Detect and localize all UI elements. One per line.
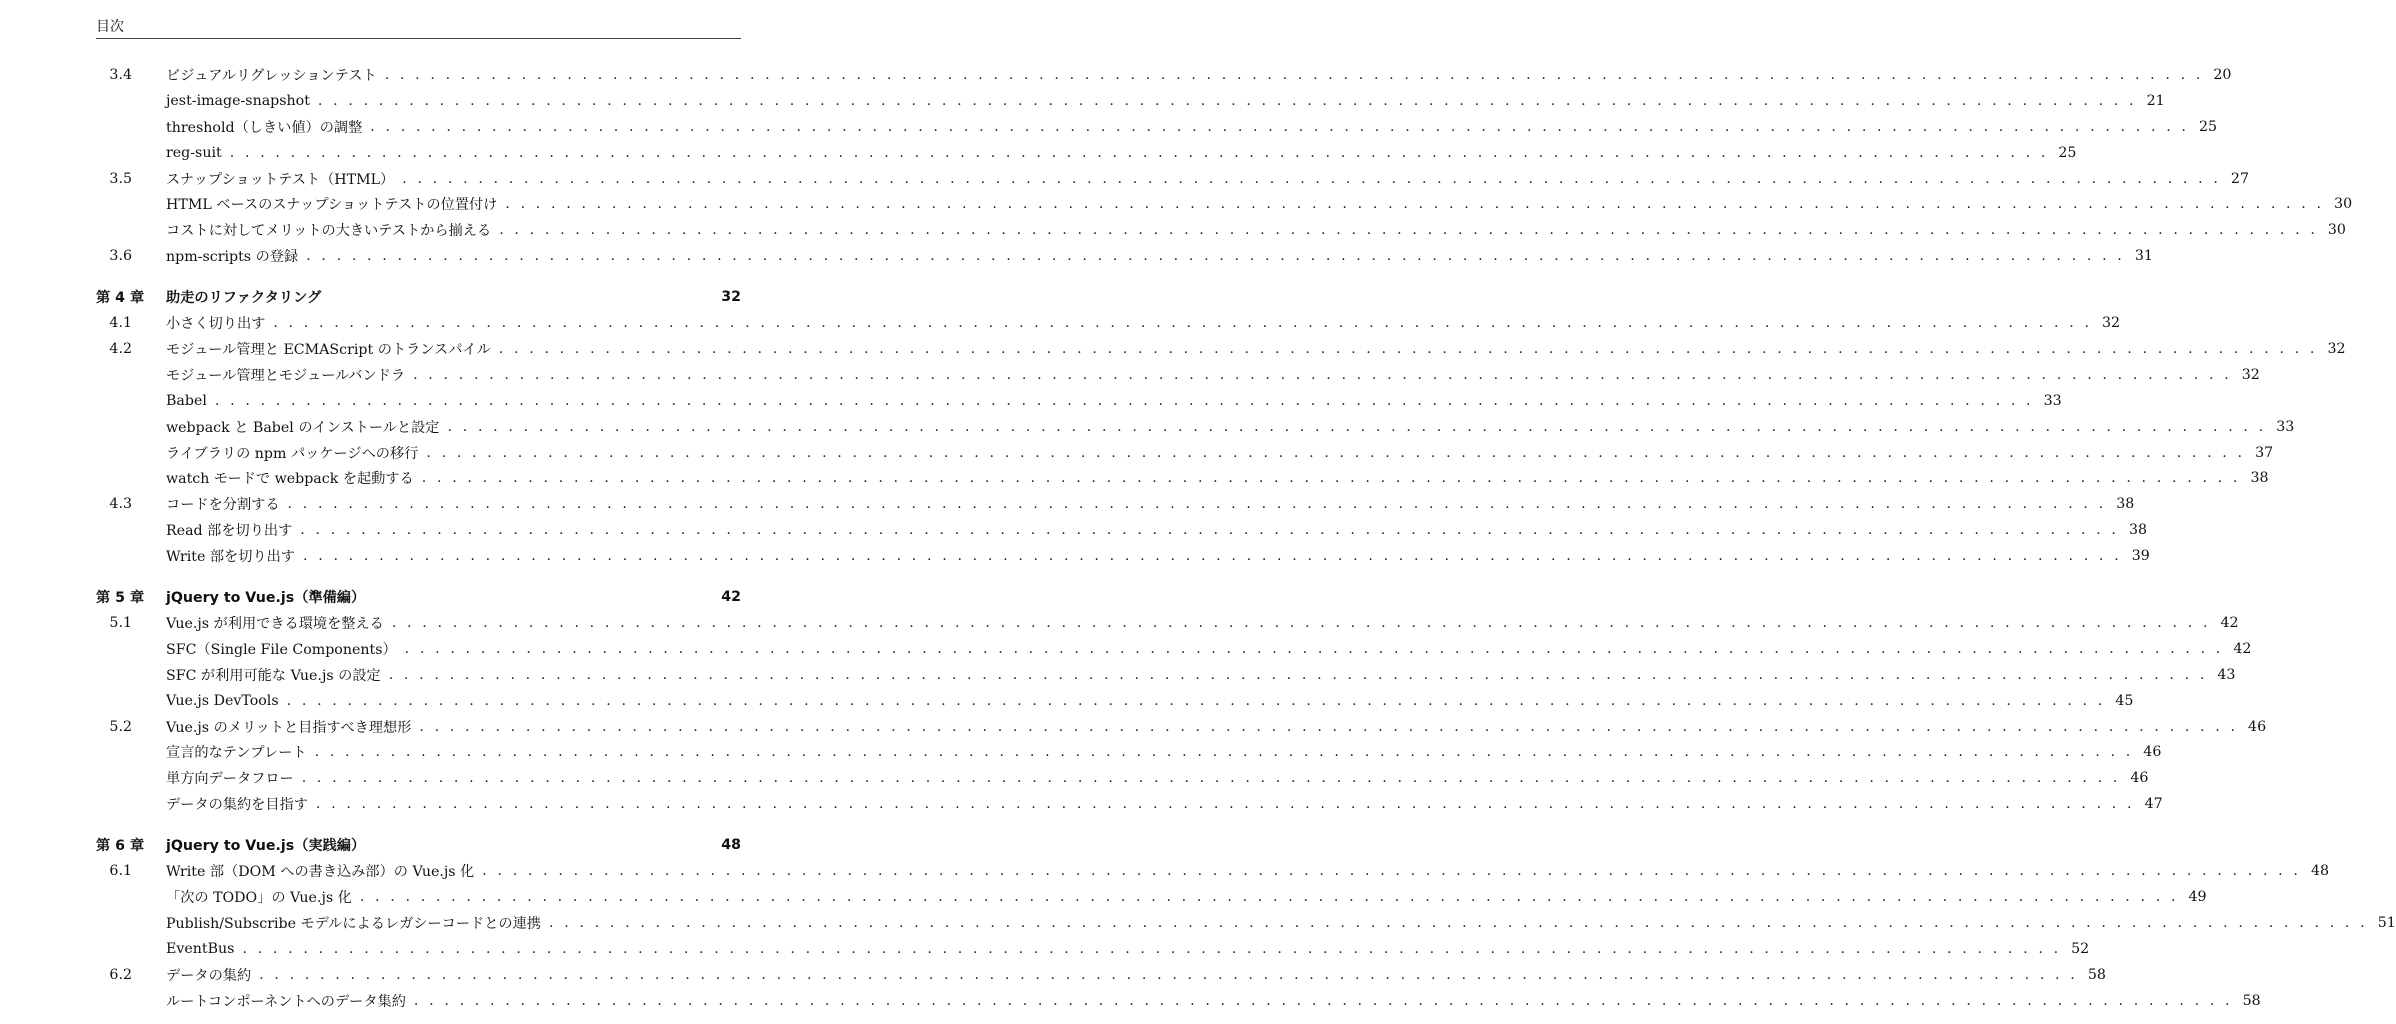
toc-page-number: 38 <box>2116 496 2135 513</box>
toc-page-number: 32 <box>2327 340 2346 357</box>
toc-dot-leader: . . . . . . . . . . . . . . . . . . . . . . . . . . . . . . . . . . . . . . . . . . . . . . . . . . . . . . . . . . . . . . . . . . . . . . . . . . . . . . . . . . . . . . . . . . . . . . . . . . . . . . . . . . . . . . . . . . . . . . . . <box>499 222 2318 239</box>
toc-page-number: 42 <box>721 589 741 606</box>
toc-entry-title: threshold（しきい値）の調整 <box>166 119 363 136</box>
toc-entry-title: reg-suit <box>166 144 222 161</box>
toc-dot-leader: . . . . . . . . . . . . . . . . . . . . . . . . . . . . . . . . . . . . . . . . . . . . . . . . . . . . . . . . . . . . . . . . . . . . . . . . . . . . . . . . . . . . . . . . . . . . . . . . . . . . . . . . . . . . . . . . . . . . . . . . <box>229 144 2049 161</box>
toc-page-number: 32 <box>2241 366 2260 383</box>
toc-page-number: 42 <box>2220 614 2239 631</box>
toc-entry-title: Write 部を切り出す <box>166 549 295 566</box>
toc-entry-title: コードを分割する <box>166 497 280 514</box>
toc-subsection-row <box>96 140 2077 166</box>
toc-entry-title: 単方向データフロー <box>166 771 294 788</box>
toc-subsection-row <box>96 936 2090 962</box>
toc-dot-leader: . . . . . . . . . . . . . . . . . . . . . . . . . . . . . . . . . . . . . . . . . . . . . . . . . . . . . . . . . . . . . . . . . . . . . . . . . . . . . . . . . . . . . . . . . . . . . . . . . . . . . . . . . . . . . . . . . . . . . . . . <box>287 496 2107 513</box>
toc-entry-title: 「次の TODO」の Vue.js 化 <box>166 889 352 906</box>
toc-subsection-row <box>96 543 2150 569</box>
toc-page-number: 58 <box>2087 966 2106 983</box>
toc-entry-title: jQuery to Vue.js（実践編） <box>166 838 366 855</box>
toc-dot-leader: . . . . . . . . . . . . . . . . . . . . . . . . . . . . . . . . . . . . . . . . . . . . . . . . . . . . . . . . . . . . . . . . . . . . . . . . . . . . . . . . . . . . . . . . . . . . . . . . . . . . . . . . . . . . . . . . . . . . . . . . <box>549 914 2368 931</box>
toc-subsection-row <box>96 465 2269 491</box>
toc-section-row <box>96 714 2267 740</box>
toc-subsection-row <box>96 910 2396 936</box>
toc-page-number: 46 <box>2130 770 2149 787</box>
toc-page-number: 32 <box>2102 315 2121 332</box>
toc-dot-leader: . . . . . . . . . . . . . . . . . . . . . . . . . . . . . . . . . . . . . . . . . . . . . . . . . . . . . . . . . . . . . . . . . . . . . . . . . . . . . . . . . . . . . . . . . . . . . . . . . . . . . . . . . . . . . . . . . . . . . . . . <box>388 666 2208 683</box>
toc-subsection-row <box>96 688 2134 714</box>
toc-dot-leader: . . . . . . . . . . . . . . . . . . . . . . . . . . . . . . . . . . . . . . . . . . . . . . . . . . . . . . . . . . . . . . . . . . . . . . . . . . . . . . . . . . . . . . . . . . . . . . . . . . . . . . . . . . . . . . . . . . . . . . . . <box>359 888 2179 905</box>
toc-entry-title: コストに対してメリットの大きいテストから揃える <box>166 223 492 240</box>
toc-section-row <box>96 610 2239 636</box>
toc-dot-leader: . . . . . . . . . . . . . . . . . . . . . . . . . . . . . . . . . . . . . . . . . . . . . . . . . . . . . . . . . . . . . . . . . . . . . . . . . . . . . . . . . . . . . . . . . . . . . . . . . . . . . . . . . . . . . . . . . . . . . . . . <box>505 196 2325 213</box>
toc-dot-leader: . . . . . . . . . . . . . . . . . . . . . . . . . . . . . . . . . . . . . . . . . . . . . . . . . . . . . . . . . . . . . . . . . . . . . . . . . . . . . . . . . . . . . . . . . . . . . . . . . . . . . . . . . . . . . . . . . . . . . . . . <box>370 118 2190 135</box>
toc-subsection-row <box>96 217 2346 243</box>
toc-page-number: 47 <box>2144 796 2163 813</box>
toc-page-number: 49 <box>2188 888 2207 905</box>
toc-section-row <box>96 491 2135 517</box>
toc-entry-number: 4.3 <box>109 496 132 513</box>
toc-subsection-row <box>96 517 2148 543</box>
toc-subsection-row <box>96 88 2165 114</box>
toc-entry-title: Publish/Subscribe モデルによるレガシーコードとの連携 <box>166 915 541 932</box>
toc-subsection-row <box>96 636 2252 662</box>
toc-entry-title: EventBus <box>166 940 235 957</box>
toc-page-number: 48 <box>2310 863 2329 880</box>
toc-dot-leader: . . . . . . . . . . . . . . . . . . . . . . . . . . . . . . . . . . . . . . . . . . . . . . . . . . . . . . . . . . . . . . . . . . . . . . . . . . . . . . . . . . . . . . . . . . . . . . . . . . . . . . . . . . . . . . . . . . . . . . . . <box>413 992 2233 1009</box>
toc-subsection-row <box>96 362 2260 388</box>
toc-dot-leader: . . . . . . . . . . . . . . . . . . . . . . . . . . . . . . . . . . . . . . . . . . . . . . . . . . . . . . . . . . . . . . . . . . . . . . . . . . . . . . . . . . . . . . . . . . . . . . . . . . . . . . . . . . . . . . . . . . . . . . . . <box>300 522 2120 539</box>
toc-entry-number: 6.1 <box>109 863 132 880</box>
toc-page-number: 27 <box>2230 170 2249 187</box>
toc-entry-number: 3.5 <box>109 170 132 187</box>
toc-subsection-row <box>96 791 2163 817</box>
toc-dot-leader: . . . . . . . . . . . . . . . . . . . . . . . . . . . . . . . . . . . . . . . . . . . . . . . . . . . . . . . . . . . . . . . . . . . . . . . . . . . . . . . . . . . . . . . . . . . . . . . . . . . . . . . . . . . . . . . . . . . . . . . . <box>242 940 2062 957</box>
toc-dot-leader: . . . . . . . . . . . . . . . . . . . . . . . . . . . . . . . . . . . . . . . . . . . . . . . . . . . . . . . . . . . . . . . . . . . . . . . . . . . . . . . . . . . . . . . . . . . . . . . . . . . . . . . . . . . . . . . . . . . . . . . . <box>306 248 2125 265</box>
toc-page-number: 33 <box>2043 392 2062 409</box>
toc-dot-leader: . . . . . . . . . . . . . . . . . . . . . . . . . . . . . . . . . . . . . . . . . . . . . . . . . . . . . . . . . . . . . . . . . . . . . . . . . . . . . . . . . . . . . . . . . . . . . . . . . . . . . . . . . . . . . . . . . . . . . . . . <box>259 966 2078 983</box>
toc-chapter-row <box>96 284 741 310</box>
toc-section-row <box>96 166 2249 192</box>
toc-dot-leader: . . . . . . . . . . . . . . . . . . . . . . . . . . . . . . . . . . . . . . . . . . . . . . . . . . . . . . . . . . . . . . . . . . . . . . . . . . . . . . . . . . . . . . . . . . . . . . . . . . . . . . . . . . . . . . . . . . . . . . . . <box>273 315 2093 332</box>
toc-entry-title: ライブラリの npm パッケージへの移行 <box>166 445 419 462</box>
toc-entry-title: HTML ベースのスナップショットテストの位置付け <box>166 197 498 214</box>
toc-subsection-row <box>96 440 2274 466</box>
toc-entry-title: SFC が利用可能な Vue.js の設定 <box>166 667 381 684</box>
toc-page-number: 25 <box>2058 144 2077 161</box>
toc-dot-leader: . . . . . . . . . . . . . . . . . . . . . . . . . . . . . . . . . . . . . . . . . . . . . . . . . . . . . . . . . . . . . . . . . . . . . . . . . . . . . . . . . . . . . . . . . . . . . . . . . . . . . . . . . . . . . . . . . . . . . . . . <box>286 692 2106 709</box>
toc-dot-leader: . . . . . . . . . . . . . . . . . . . . . . . . . . . . . . . . . . . . . . . . . . . . . . . . . . . . . . . . . . . . . . . . . . . . . . . . . . . . . . . . . . . . . . . . . . . . . . . . . . . . . . . . . . . . . . . . . . . . . . . . <box>214 392 2034 409</box>
toc-dot-leader: . . . . . . . . . . . . . . . . . . . . . . . . . . . . . . . . . . . . . . . . . . . . . . . . . . . . . . . . . . . . . . . . . . . . . . . . . . . . . . . . . . . . . . . . . . . . . . . . . . . . . . . . . . . . . . . . . . . . . . . . <box>391 614 2211 631</box>
toc-entry-title: データの集約を目指す <box>166 797 308 814</box>
toc-page-number: 45 <box>2115 692 2134 709</box>
toc-dot-leader: . . . . . . . . . . . . . . . . . . . . . . . . . . . . . . . . . . . . . . . . . . . . . . . . . . . . . . . . . . . . . . . . . . . . . . . . . . . . . . . . . . . . . . . . . . . . . . . . . . . . . . . . . . . . . . . . . . . . . . . . <box>301 770 2121 787</box>
toc-page-number: 46 <box>2143 744 2162 761</box>
toc-subsection-row <box>96 662 2236 688</box>
table-of-contents <box>96 62 2396 1014</box>
toc-subsection-row <box>96 988 2261 1014</box>
toc-dot-leader: . . . . . . . . . . . . . . . . . . . . . . . . . . . . . . . . . . . . . . . . . . . . . . . . . . . . . . . . . . . . . . . . . . . . . . . . . . . . . . . . . . . . . . . . . . . . . . . . . . . . . . . . . . . . . . . . . . . . . . . . <box>404 640 2224 657</box>
toc-chapter-row <box>96 584 741 610</box>
toc-page-number: 37 <box>2255 444 2274 461</box>
toc-dot-leader: . . . . . . . . . . . . . . . . . . . . . . . . . . . . . . . . . . . . . . . . . . . . . . . . . . . . . . . . . . . . . . . . . . . . . . . . . . . . . . . . . . . . . . . . . . . . . . . . . . . . . . . . . . . . . . . . . . . . . . . . <box>482 863 2301 880</box>
toc-entry-title: 小さく切り出す <box>166 316 266 333</box>
toc-entry-title: Write 部（DOM への書き込み部）の Vue.js 化 <box>166 864 475 881</box>
toc-page-number: 38 <box>2128 522 2148 539</box>
toc-entry-number: 第 6 章 <box>96 838 145 855</box>
toc-entry-number: 5.2 <box>109 718 132 735</box>
toc-page-number: 52 <box>2071 940 2090 957</box>
toc-page-number: 51 <box>2377 914 2396 931</box>
toc-section-row <box>96 336 2346 362</box>
toc-section-row <box>96 62 2232 88</box>
toc-entry-title: ルートコンポーネントへのデータ集約 <box>166 993 406 1010</box>
toc-page-number: 48 <box>721 837 741 854</box>
toc-entry-number: 第 4 章 <box>96 290 145 307</box>
toc-page-number: 43 <box>2217 666 2236 683</box>
toc-section-row <box>96 310 2121 336</box>
toc-entry-number: 5.1 <box>109 614 132 631</box>
toc-entry-number: 4.2 <box>109 340 132 357</box>
toc-page-number: 30 <box>2327 222 2346 239</box>
running-header <box>96 16 741 39</box>
toc-subsection-row <box>96 191 2353 217</box>
toc-chapter-row <box>96 832 741 858</box>
toc-page-number: 21 <box>2146 92 2165 109</box>
toc-subsection-row <box>96 414 2295 440</box>
toc-entry-title: Read 部を切り出す <box>166 523 293 540</box>
toc-entry-title: jQuery to Vue.js（準備編） <box>166 590 366 607</box>
toc-page-number: 39 <box>2131 548 2150 565</box>
toc-dot-leader: . . . . . . . . . . . . . . . . . . . . . . . . . . . . . . . . . . . . . . . . . . . . . . . . . . . . . . . . . . . . . . . . . . . . . . . . . . . . . . . . . . . . . . . . . . . . . . . . . . . . . . . . . . . . . . . . . . . . . . . . <box>315 796 2135 813</box>
toc-entry-title: jest-image-snapshot <box>166 92 310 109</box>
toc-entry-title: スナップショットテスト（HTML） <box>166 171 395 188</box>
toc-entry-title: モジュール管理と ECMAScript のトランスパイル <box>166 341 491 358</box>
toc-entry-title: ビジュアルリグレッションテスト <box>166 67 377 84</box>
toc-page-number: 38 <box>2250 470 2269 487</box>
toc-subsection-row <box>96 739 2162 765</box>
toc-section-row <box>96 243 2153 269</box>
toc-subsection-row <box>96 114 2218 140</box>
toc-entry-title: モジュール管理とモジュールバンドラ <box>166 367 406 384</box>
toc-subsection-row <box>96 884 2207 910</box>
toc-page-number: 32 <box>721 289 741 306</box>
toc-dot-leader: . . . . . . . . . . . . . . . . . . . . . . . . . . . . . . . . . . . . . . . . . . . . . . . . . . . . . . . . . . . . . . . . . . . . . . . . . . . . . . . . . . . . . . . . . . . . . . . . . . . . . . . . . . . . . . . . . . . . . . . . <box>303 548 2122 565</box>
toc-subsection-row <box>96 765 2149 791</box>
toc-page-number: 20 <box>2213 66 2232 83</box>
toc-entry-title: watch モードで webpack を起動する <box>166 471 414 488</box>
toc-entry-title: Vue.js DevTools <box>166 692 279 709</box>
toc-dot-leader: . . . . . . . . . . . . . . . . . . . . . . . . . . . . . . . . . . . . . . . . . . . . . . . . . . . . . . . . . . . . . . . . . . . . . . . . . . . . . . . . . . . . . . . . . . . . . . . . . . . . . . . . . . . . . . . . . . . . . . . . <box>314 744 2134 761</box>
toc-dot-leader: . . . . . . . . . . . . . . . . . . . . . . . . . . . . . . . . . . . . . . . . . . . . . . . . . . . . . . . . . . . . . . . . . . . . . . . . . . . . . . . . . . . . . . . . . . . . . . . . . . . . . . . . . . . . . . . . . . . . . . . . <box>426 444 2246 461</box>
toc-entry-title: npm-scripts の登録 <box>166 249 299 266</box>
toc-section-row <box>96 858 2329 884</box>
toc-entry-title: 助走のリファクタリング <box>166 290 322 307</box>
toc-page-number: 42 <box>2233 640 2252 657</box>
toc-page-number: 31 <box>2134 248 2153 265</box>
toc-entry-title: Vue.js のメリットと目指すべき理想形 <box>166 719 412 736</box>
toc-page-number: 58 <box>2242 992 2261 1009</box>
toc-dot-leader: . . . . . . . . . . . . . . . . . . . . . . . . . . . . . . . . . . . . . . . . . . . . . . . . . . . . . . . . . . . . . . . . . . . . . . . . . . . . . . . . . . . . . . . . . . . . . . . . . . . . . . . . . . . . . . . . . . . . . . . . <box>498 340 2318 357</box>
toc-entry-title: データの集約 <box>166 967 252 984</box>
toc-entry-title: SFC（Single File Components） <box>166 641 397 658</box>
toc-page-number: 25 <box>2198 118 2218 135</box>
toc-dot-leader: . . . . . . . . . . . . . . . . . . . . . . . . . . . . . . . . . . . . . . . . . . . . . . . . . . . . . . . . . . . . . . . . . . . . . . . . . . . . . . . . . . . . . . . . . . . . . . . . . . . . . . . . . . . . . . . . . . . . . . . . <box>317 92 2137 109</box>
toc-entry-number: 3.6 <box>109 248 132 265</box>
toc-dot-leader: . . . . . . . . . . . . . . . . . . . . . . . . . . . . . . . . . . . . . . . . . . . . . . . . . . . . . . . . . . . . . . . . . . . . . . . . . . . . . . . . . . . . . . . . . . . . . . . . . . . . . . . . . . . . . . . . . . . . . . . . <box>447 418 2267 435</box>
toc-dot-leader: . . . . . . . . . . . . . . . . . . . . . . . . . . . . . . . . . . . . . . . . . . . . . . . . . . . . . . . . . . . . . . . . . . . . . . . . . . . . . . . . . . . . . . . . . . . . . . . . . . . . . . . . . . . . . . . . . . . . . . . . <box>413 366 2232 383</box>
toc-entry-title: 宣言的なテンプレート <box>166 745 307 762</box>
toc-page-number: 30 <box>2334 196 2353 213</box>
toc-entry-number: 第 5 章 <box>96 590 145 607</box>
toc-entry-number: 4.1 <box>109 315 132 332</box>
toc-entry-title: Babel <box>166 392 207 409</box>
toc-section-row <box>96 962 2106 988</box>
toc-entry-number: 6.2 <box>109 966 132 983</box>
toc-dot-leader: . . . . . . . . . . . . . . . . . . . . . . . . . . . . . . . . . . . . . . . . . . . . . . . . . . . . . . . . . . . . . . . . . . . . . . . . . . . . . . . . . . . . . . . . . . . . . . . . . . . . . . . . . . . . . . . . . . . . . . . . <box>421 470 2241 487</box>
running-header-title: 目次 <box>96 19 124 35</box>
toc-entry-number: 3.4 <box>109 66 132 83</box>
toc-entry-title: Vue.js が利用できる環境を整える <box>166 615 384 632</box>
toc-entry-title: webpack と Babel のインストールと設定 <box>166 419 440 436</box>
toc-dot-leader: . . . . . . . . . . . . . . . . . . . . . . . . . . . . . . . . . . . . . . . . . . . . . . . . . . . . . . . . . . . . . . . . . . . . . . . . . . . . . . . . . . . . . . . . . . . . . . . . . . . . . . . . . . . . . . . . . . . . . . . . <box>419 718 2239 735</box>
toc-page-number: 46 <box>2248 718 2267 735</box>
toc-page-number: 33 <box>2276 418 2295 435</box>
toc-dot-leader: . . . . . . . . . . . . . . . . . . . . . . . . . . . . . . . . . . . . . . . . . . . . . . . . . . . . . . . . . . . . . . . . . . . . . . . . . . . . . . . . . . . . . . . . . . . . . . . . . . . . . . . . . . . . . . . . . . . . . . . . <box>384 66 2204 83</box>
toc-dot-leader: . . . . . . . . . . . . . . . . . . . . . . . . . . . . . . . . . . . . . . . . . . . . . . . . . . . . . . . . . . . . . . . . . . . . . . . . . . . . . . . . . . . . . . . . . . . . . . . . . . . . . . . . . . . . . . . . . . . . . . . . <box>402 170 2221 187</box>
toc-subsection-row <box>96 388 2062 414</box>
